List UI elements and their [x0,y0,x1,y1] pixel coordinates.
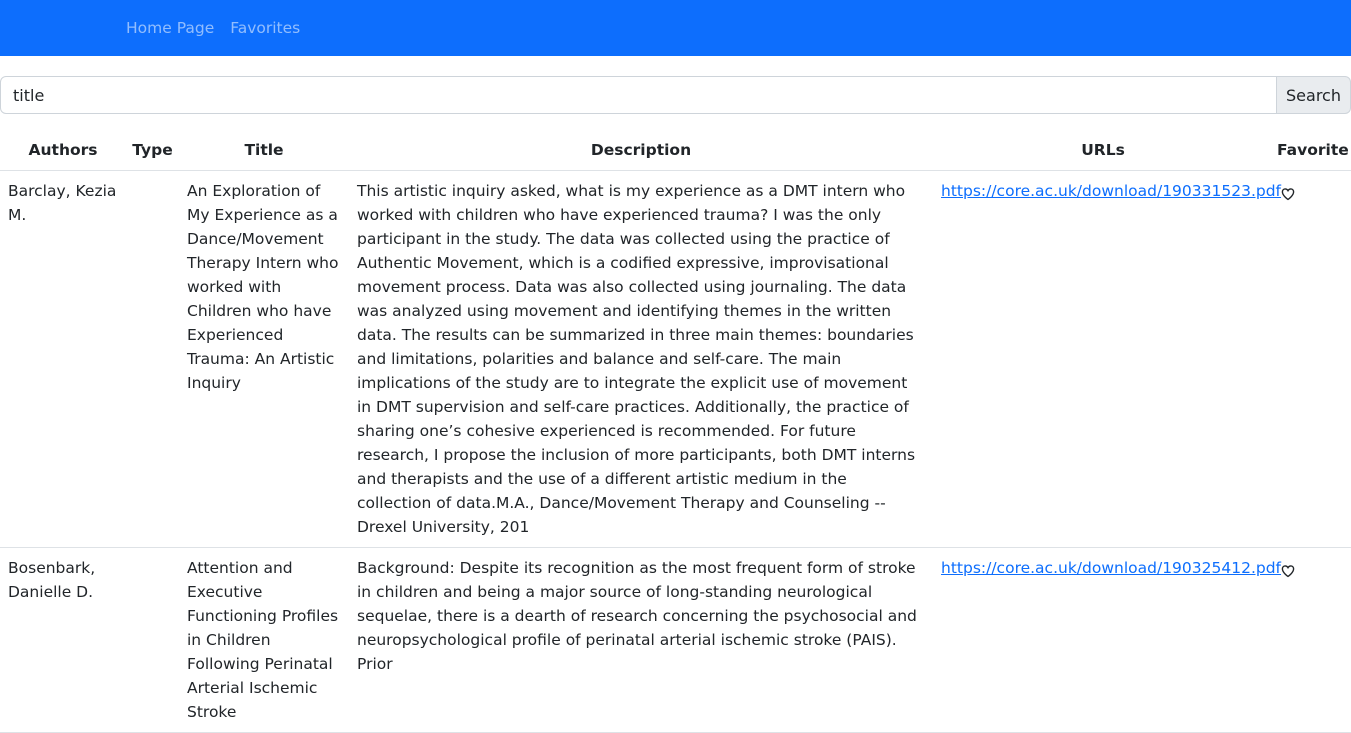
cell-type [126,171,179,548]
nav-home-page-link[interactable]: Home Page [126,19,215,37]
table-header-row [0,130,1351,171]
top-navbar [0,0,1351,56]
header-urls: URLs [933,130,1273,171]
table-row [0,548,1351,733]
cell-favorite [1273,171,1351,548]
heart-outline-icon[interactable] [1281,184,1295,208]
cell-title: An Exploration of My Experience as a Dance/Movement Therapy Intern who worked with Children who have Experienced Trauma: An Artistic Inquiry [179,171,349,548]
cell-description: This artistic inquiry asked, what is my experience as a DMT intern who worked with children who have experienced trauma? I was the only participant in the study. The data was collected using the practice of Authentic Movement, which is a codified expressive, improvisational movement process. Data was also collected using journaling. The data was analyzed using movement and identifying themes in the written data. The results can be summarized in three main themes: boundaries and limitations, polarities and balance and self-care. The main implications of the study are to integrate the explicit use of movement in DMT supervision and self-care practices. Additionally, the practice of sharing one’s cohesive experienced is recommended. For future research, I propose the inclusion of more participants, both DMT interns and therapists and the use of a different artistic medium in the collection of data.M.A., Dance/Movement Therapy and Counseling -- Drexel University, 201 [349,171,933,548]
cell-type [126,548,179,733]
cell-title: Attention and Executive Functioning Profiles in Children Following Perinatal Arterial Ischemic Stroke [179,548,349,733]
header-description: Description [349,130,933,171]
header-type: Type [126,130,179,171]
heart-outline-icon[interactable] [1281,561,1295,585]
cell-favorite [1273,548,1351,733]
cell-description: Background: Despite its recognition as the most frequent form of stroke in children and being a major source of long-standing neurological sequelae, there is a dearth of research concerning the psychosocial and neuropsychological profile of perinatal arterial ischemic stroke (PAIS). Prior [349,548,933,733]
cell-authors: Barclay, Kezia M. [0,171,126,548]
search-bar [0,76,1351,114]
pdf-url-link[interactable]: https://core.ac.uk/download/190331523.pdf [941,182,1282,200]
results-table [0,130,1351,733]
header-favorite: Favorite [1273,130,1351,171]
header-title: Title [179,130,349,171]
pdf-url-link[interactable]: https://core.ac.uk/download/190325412.pdf [941,559,1282,577]
table-row [0,171,1351,548]
cell-url [933,548,1282,733]
cell-url [933,171,1282,548]
search-button[interactable]: Search [1277,76,1351,114]
cell-authors: Bosenbark, Danielle D. [0,548,126,733]
header-authors: Authors [0,130,126,171]
nav-favorites-link[interactable]: Favorites [230,19,301,37]
search-input[interactable] [0,76,1277,114]
